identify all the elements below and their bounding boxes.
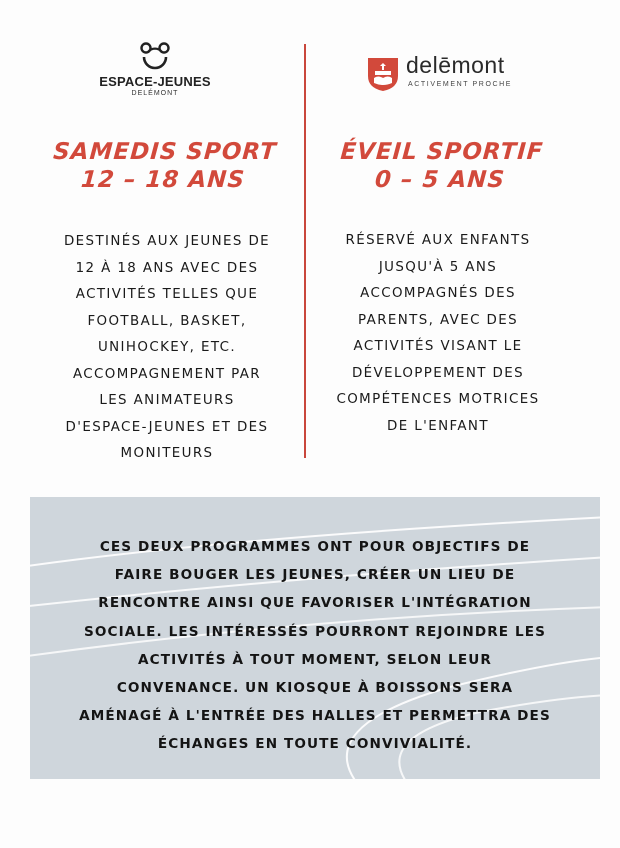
delemont-sub: ACTIVEMENT PROCHE — [408, 81, 513, 88]
objectives-line: AMÉNAGÉ À L'ENTRÉE DES HALLES ET PERMETTRA DES — [79, 708, 551, 725]
samedis-sport-title — [28, 138, 300, 194]
vertical-divider — [304, 44, 306, 458]
title-line: 12 – 18 ANS — [80, 167, 247, 193]
description-line: JUSQU'À 5 ANS — [378, 259, 498, 275]
bear-head-icon — [140, 42, 170, 70]
description-line: 12 À 18 ANS AVEC DES — [75, 260, 259, 276]
description-line: COMPÉTENCES MOTRICES — [336, 392, 540, 407]
description-line: UNIHOCKEY, ETC. — [97, 340, 237, 355]
eveil-sportif-description — [312, 228, 564, 440]
espace-jeunes-sub: DELÉMONT — [131, 90, 179, 97]
title-line: ÉVEIL SPORTIF — [339, 139, 545, 165]
description-line: MONITEURS — [120, 446, 214, 461]
objectives-line: RENCONTRE AINSI QUE FAVORISER L'INTÉGRATION — [98, 595, 532, 612]
objectives-line: CONVENANCE. UN KIOSQUE À BOISSONS SERA — [116, 680, 514, 697]
description-line: ACCOMPAGNÉS DES — [360, 286, 516, 301]
delemont-crest-icon — [366, 56, 400, 92]
objectives-line: SOCIALE. LES INTÉRESSÉS POURRONT REJOINDRE LES — [83, 623, 547, 640]
objectives-line: ÉCHANGES EN TOUTE CONVIVIALITÉ. — [157, 736, 473, 753]
title-line: SAMEDIS SPORT — [52, 139, 278, 165]
delemont-logo — [366, 52, 526, 96]
objectives-line: FAIRE BOUGER LES JEUNES, CRÉER UN LIEU DE — [114, 567, 516, 584]
objectives-line: CES DEUX PROGRAMMES ONT POUR OBJECTIFS DE — [99, 539, 531, 555]
description-line: DÉVELOPPEMENT DES — [351, 365, 525, 381]
description-line: FOOTBALL, BASKET, — [87, 313, 247, 329]
description-line: DE L'ENFANT — [387, 418, 489, 434]
objectives-text — [30, 533, 600, 759]
description-line: LES ANIMATEURS — [99, 393, 235, 408]
description-line: ACCOMPAGNEMENT PAR — [72, 366, 262, 382]
samedis-sport-description — [32, 229, 302, 468]
description-line: ACTIVITÉS VISANT LE — [353, 339, 523, 354]
description-line: DESTINÉS AUX JEUNES DE — [63, 234, 271, 249]
title-line: 0 – 5 ANS — [374, 167, 507, 193]
description-line: RÉSERVÉ AUX ENFANTS — [345, 233, 531, 248]
espace-jeunes-name: ESPACE-JEUNES — [99, 74, 211, 89]
objectives-line: ACTIVITÉS À TOUT MOMENT, SELON LEUR — [138, 651, 492, 668]
description-line: PARENTS, AVEC DES — [358, 312, 518, 328]
delemont-name: delēmont — [406, 52, 505, 78]
eveil-sportif-title — [314, 138, 568, 194]
espace-jeunes-logo — [90, 42, 220, 97]
description-line: D'ESPACE-JEUNES ET DES — [65, 419, 269, 435]
objectives-band — [30, 497, 600, 779]
description-line: ACTIVITÉS TELLES QUE — [75, 287, 259, 302]
